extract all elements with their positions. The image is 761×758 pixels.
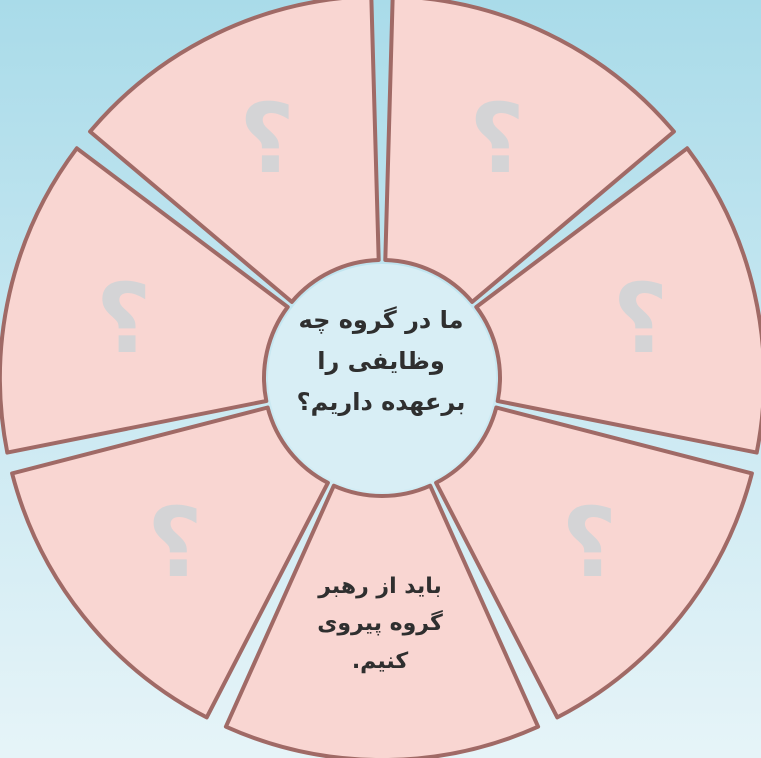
center-question: ما در گروه چه وظایفی را برعهده داریم؟ (296, 306, 466, 416)
question-mark-icon: ؟ (561, 487, 618, 600)
question-mark-icon: ؟ (612, 263, 669, 375)
question-mark-icon: ؟ (95, 263, 152, 375)
question-mark-icon: ؟ (239, 83, 295, 196)
question-mark-icon: ؟ (469, 83, 525, 196)
question-mark-icon: ؟ (146, 487, 203, 600)
segment-answer-text: باید از رهبر گروه پیروی کنیم. (317, 574, 443, 674)
